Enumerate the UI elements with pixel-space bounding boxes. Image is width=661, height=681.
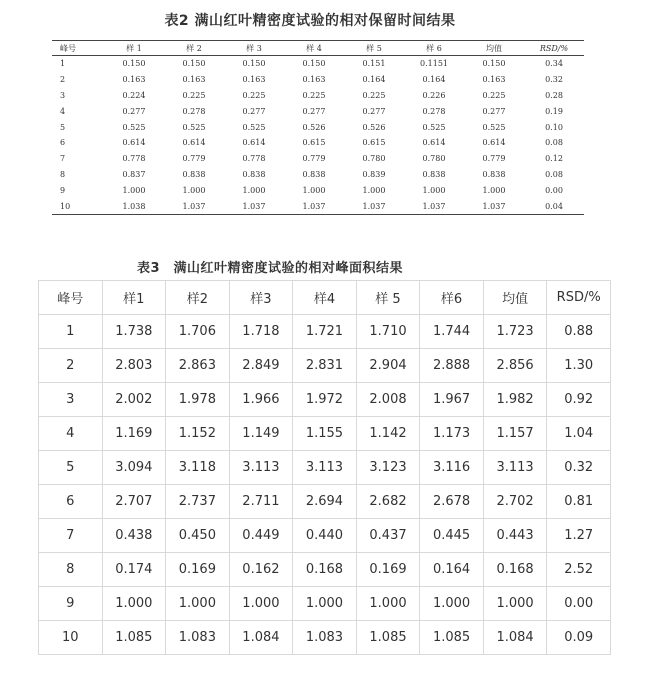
t3-table-cell: 1.083 <box>166 621 230 655</box>
t3-table-row <box>39 315 611 349</box>
t3-table-row <box>39 349 611 383</box>
t2-table-cell: 1.000 <box>242 185 266 195</box>
t3-table-cell: 0.162 <box>229 553 293 587</box>
t2-table-row <box>52 103 584 119</box>
t2-table-cell: 0.838 <box>482 169 506 179</box>
t3-table-cell: 0.81 <box>547 485 611 519</box>
t2-table-cell: 0.151 <box>362 59 386 69</box>
t3-header-cell: 样6 <box>420 281 484 315</box>
t2-table-cell: 0.779 <box>182 154 206 164</box>
t2-table-cell: 1.000 <box>422 185 446 195</box>
t2-table-cell: 4 <box>60 106 66 116</box>
t3-table-cell: 1.155 <box>293 417 357 451</box>
t2-header-cell: 样 6 <box>404 41 464 56</box>
t2-table-cell: 0.526 <box>302 122 326 132</box>
t3-table-row <box>39 383 611 417</box>
t2-header-cell: 样 2 <box>164 41 224 56</box>
t3-table-row <box>39 621 611 655</box>
t2-table-cell: 1.037 <box>404 198 464 214</box>
t3-table-cell: 1.083 <box>293 621 357 655</box>
t2-table-cell: 0.837 <box>122 169 146 179</box>
t2-table-cell: 10 <box>52 198 104 214</box>
t3-table-cell: 3.113 <box>293 451 357 485</box>
t3-table-cell: 3.118 <box>166 451 230 485</box>
t2-table-cell: 0.614 <box>122 138 146 148</box>
t2-table-cell: 1 <box>60 59 66 69</box>
table2-container <box>52 40 584 215</box>
t2-table-cell: 0.150 <box>302 59 326 69</box>
t3-table-cell: 1.978 <box>166 383 230 417</box>
t3-table-cell: 1.085 <box>356 621 420 655</box>
t3-table-cell: 1.723 <box>483 315 547 349</box>
t2-table-cell: 0.278 <box>182 106 206 116</box>
t3-table-cell: 1.744 <box>420 315 484 349</box>
t2-table-cell: 0.00 <box>545 185 563 195</box>
t3-table-cell: 1.738 <box>102 315 166 349</box>
t2-table-cell: 0.838 <box>422 169 446 179</box>
t3-table-cell: 1.27 <box>547 519 611 553</box>
t3-table-cell: 0.169 <box>166 553 230 587</box>
t2-table-cell: 0.34 <box>545 59 563 69</box>
relative-peak-area-table <box>38 280 611 655</box>
t3-table-cell: 1.084 <box>483 621 547 655</box>
t2-table-cell: 0.150 <box>242 59 266 69</box>
t3-table-row <box>39 417 611 451</box>
t3-table-cell: 0.169 <box>356 553 420 587</box>
table3-header-row <box>39 281 611 315</box>
t2-table-cell: 0.225 <box>242 90 266 100</box>
t2-table-cell: 0.838 <box>242 169 266 179</box>
t3-table-cell: 10 <box>39 621 103 655</box>
t3-table-cell: 7 <box>39 519 103 553</box>
t3-table-cell: 0.09 <box>547 621 611 655</box>
t2-table-cell: 7 <box>60 154 66 164</box>
t2-table-row <box>52 167 584 183</box>
t2-table-cell: 0.526 <box>362 122 386 132</box>
t2-table-cell: 0.277 <box>302 106 326 116</box>
t2-table-row <box>52 56 584 72</box>
t2-table-cell: 0.225 <box>482 90 506 100</box>
t2-table-cell: 0.225 <box>362 90 386 100</box>
t2-table-cell: 0.04 <box>524 198 584 214</box>
t3-table-cell: 0.438 <box>102 519 166 553</box>
t2-table-cell: 0.226 <box>422 90 446 100</box>
t3-table-cell: 2.831 <box>293 349 357 383</box>
t2-table-cell: 1.000 <box>122 185 146 195</box>
t2-table-cell: 0.614 <box>482 138 506 148</box>
t2-table-cell: 0.779 <box>302 154 326 164</box>
t3-table-cell: 3.113 <box>483 451 547 485</box>
t2-header-cell: 峰号 <box>52 41 104 56</box>
t2-table-cell: 0.780 <box>422 154 446 164</box>
t3-table-cell: 2 <box>39 349 103 383</box>
t2-table-row <box>52 119 584 135</box>
t3-table-cell: 1.982 <box>483 383 547 417</box>
t3-table-cell: 0.440 <box>293 519 357 553</box>
t3-table-cell: 3.113 <box>229 451 293 485</box>
t3-header-cell: 均值 <box>483 281 547 315</box>
t3-table-cell: 2.682 <box>356 485 420 519</box>
table3-container <box>38 280 611 655</box>
t2-header-cell: 样 4 <box>284 41 344 56</box>
t3-table-row <box>39 519 611 553</box>
t2-table-cell: 0.277 <box>362 106 386 116</box>
t2-table-cell: 8 <box>60 169 66 179</box>
t3-table-cell: 0.449 <box>229 519 293 553</box>
t2-header-cell: 样 1 <box>104 41 164 56</box>
t2-table-cell: 0.778 <box>242 154 266 164</box>
t2-table-cell: 0.525 <box>422 122 446 132</box>
t3-table-row <box>39 553 611 587</box>
t3-table-row <box>39 451 611 485</box>
t3-table-cell: 3.094 <box>102 451 166 485</box>
t2-table-cell: 0.150 <box>482 59 506 69</box>
t2-table-cell: 1.038 <box>104 198 164 214</box>
t2-table-cell: 0.32 <box>545 75 563 85</box>
t2-table-cell: 0.525 <box>182 122 206 132</box>
t3-table-cell: 4 <box>39 417 103 451</box>
t3-table-cell: 1.149 <box>229 417 293 451</box>
t3-table-cell: 0.92 <box>547 383 611 417</box>
t3-table-cell: 1.721 <box>293 315 357 349</box>
t2-table-cell: 0.150 <box>182 59 206 69</box>
t3-header-cell: RSD/% <box>547 281 611 315</box>
t2-table-cell: 0.278 <box>422 106 446 116</box>
t2-table-row <box>52 135 584 151</box>
t2-table-cell: 0.08 <box>545 138 563 148</box>
relative-retention-time-table <box>52 40 584 215</box>
t2-table-cell: 6 <box>60 138 66 148</box>
t3-table-cell: 2.856 <box>483 349 547 383</box>
t2-table-cell: 0.150 <box>122 59 146 69</box>
t3-table-cell: 1.710 <box>356 315 420 349</box>
t3-table-cell: 1.000 <box>356 587 420 621</box>
t3-header-cell: 样3 <box>229 281 293 315</box>
t2-table-cell: 0.163 <box>182 75 206 85</box>
t3-table-cell: 1.152 <box>166 417 230 451</box>
t3-table-cell: 0.443 <box>483 519 547 553</box>
t3-table-cell: 1.000 <box>293 587 357 621</box>
t3-table-cell: 1.084 <box>229 621 293 655</box>
table3-body <box>39 315 611 655</box>
t3-table-cell: 1.04 <box>547 417 611 451</box>
t3-table-cell: 1.967 <box>420 383 484 417</box>
t3-table-cell: 0.00 <box>547 587 611 621</box>
t2-table-cell: 1.000 <box>182 185 206 195</box>
t2-header-cell: 均值 <box>464 41 524 56</box>
t2-table-cell: 0.614 <box>242 138 266 148</box>
t2-table-row <box>52 72 584 88</box>
t2-table-cell: 0.164 <box>362 75 386 85</box>
t3-table-cell: 1 <box>39 315 103 349</box>
t2-table-row <box>52 88 584 104</box>
t3-table-cell: 2.702 <box>483 485 547 519</box>
t2-table-cell: 0.838 <box>302 169 326 179</box>
t3-table-cell: 1.000 <box>229 587 293 621</box>
t3-table-cell: 2.008 <box>356 383 420 417</box>
t2-table-cell: 0.12 <box>545 154 563 164</box>
t3-table-cell: 0.32 <box>547 451 611 485</box>
t2-table-cell: 0.224 <box>122 90 146 100</box>
t2-table-row <box>52 198 584 214</box>
t2-table-cell: 0.277 <box>482 106 506 116</box>
t3-table-cell: 1.142 <box>356 417 420 451</box>
t3-table-cell: 1.085 <box>420 621 484 655</box>
t3-table-cell: 1.085 <box>102 621 166 655</box>
t3-table-cell: 2.904 <box>356 349 420 383</box>
t2-table-cell: 0.525 <box>482 122 506 132</box>
t2-table-cell: 0.1151 <box>420 59 448 69</box>
t2-table-cell: 0.277 <box>242 106 266 116</box>
t2-table-cell: 0.10 <box>545 122 563 132</box>
t3-table-row <box>39 587 611 621</box>
t3-table-cell: 0.174 <box>102 553 166 587</box>
t3-table-cell: 2.707 <box>102 485 166 519</box>
t2-table-cell: 1.037 <box>284 198 344 214</box>
t2-table-cell: 1.037 <box>164 198 224 214</box>
t3-table-cell: 6 <box>39 485 103 519</box>
table2-header-row <box>52 41 584 56</box>
t3-table-cell: 2.888 <box>420 349 484 383</box>
t2-table-cell: 0.163 <box>482 75 506 85</box>
t3-table-cell: 5 <box>39 451 103 485</box>
t2-table-cell: 0.163 <box>122 75 146 85</box>
t2-table-cell: 0.277 <box>122 106 146 116</box>
t3-table-cell: 0.88 <box>547 315 611 349</box>
t3-table-cell: 1.000 <box>166 587 230 621</box>
t3-table-cell: 2.863 <box>166 349 230 383</box>
t2-table-cell: 0.778 <box>122 154 146 164</box>
t3-header-cell: 峰号 <box>39 281 103 315</box>
t2-table-cell: 0.614 <box>422 138 446 148</box>
t3-table-cell: 0.450 <box>166 519 230 553</box>
t2-table-cell: 0.225 <box>302 90 326 100</box>
t2-header-cell: 样 3 <box>224 41 284 56</box>
t3-table-cell: 1.173 <box>420 417 484 451</box>
t2-table-cell: 0.614 <box>182 138 206 148</box>
t2-table-cell: 0.525 <box>242 122 266 132</box>
t2-table-cell: 1.037 <box>224 198 284 214</box>
t3-header-cell: 样1 <box>102 281 166 315</box>
t3-table-cell: 3.116 <box>420 451 484 485</box>
t3-table-cell: 0.168 <box>293 553 357 587</box>
t3-table-cell: 0.445 <box>420 519 484 553</box>
t2-table-cell: 0.838 <box>182 169 206 179</box>
table2-body <box>52 56 584 215</box>
t2-table-cell: 9 <box>60 185 66 195</box>
t3-header-cell: 样2 <box>166 281 230 315</box>
table3-title: 表3 满山红叶精密度试验的相对峰面积结果 <box>136 261 404 276</box>
t2-table-cell: 0.08 <box>545 169 563 179</box>
t2-table-cell: 1.000 <box>362 185 386 195</box>
t3-table-cell: 8 <box>39 553 103 587</box>
t3-table-cell: 2.678 <box>420 485 484 519</box>
t2-table-row <box>52 182 584 198</box>
t3-table-cell: 0.164 <box>420 553 484 587</box>
t3-table-cell: 3 <box>39 383 103 417</box>
t2-table-cell: 0.225 <box>182 90 206 100</box>
t2-table-cell: 1.000 <box>482 185 506 195</box>
t2-table-cell: 1.037 <box>464 198 524 214</box>
t3-table-cell: 2.52 <box>547 553 611 587</box>
t3-table-cell: 2.711 <box>229 485 293 519</box>
t3-table-cell: 1.966 <box>229 383 293 417</box>
table2-title: 表2 满山红叶精密度试验的相对保留时间结果 <box>164 13 456 29</box>
t2-table-cell: 0.779 <box>482 154 506 164</box>
t2-table-cell: 5 <box>60 122 66 132</box>
t3-table-cell: 1.972 <box>293 383 357 417</box>
t3-header-cell: 样 5 <box>356 281 420 315</box>
t2-table-cell: 1.037 <box>344 198 404 214</box>
t3-table-cell: 2.849 <box>229 349 293 383</box>
t2-table-cell: 0.780 <box>362 154 386 164</box>
t2-table-cell: 0.19 <box>545 106 563 116</box>
t3-table-cell: 1.718 <box>229 315 293 349</box>
t3-table-cell: 1.30 <box>547 349 611 383</box>
t2-table-cell: 0.839 <box>362 169 386 179</box>
t3-table-cell: 2.737 <box>166 485 230 519</box>
t3-table-cell: 2.803 <box>102 349 166 383</box>
t3-table-cell: 0.437 <box>356 519 420 553</box>
t2-table-cell: 0.525 <box>122 122 146 132</box>
t3-header-cell: 样4 <box>293 281 357 315</box>
t2-table-cell: 2 <box>60 75 66 85</box>
t2-header-cell: RSD/% <box>524 41 584 56</box>
t3-table-cell: 1.000 <box>102 587 166 621</box>
t2-table-cell: 1.000 <box>302 185 326 195</box>
t3-table-cell: 2.694 <box>293 485 357 519</box>
t3-table-cell: 1.169 <box>102 417 166 451</box>
t2-table-cell: 0.163 <box>302 75 326 85</box>
t3-table-cell: 1.000 <box>483 587 547 621</box>
t3-table-cell: 2.002 <box>102 383 166 417</box>
t3-table-cell: 3.123 <box>356 451 420 485</box>
t3-table-cell: 0.168 <box>483 553 547 587</box>
t2-table-cell: 0.164 <box>422 75 446 85</box>
t3-table-cell: 1.706 <box>166 315 230 349</box>
t2-table-row <box>52 151 584 167</box>
t3-table-cell: 1.000 <box>420 587 484 621</box>
t2-table-cell: 0.163 <box>242 75 266 85</box>
t2-table-cell: 3 <box>60 90 66 100</box>
t2-table-cell: 0.615 <box>362 138 386 148</box>
t2-table-cell: 0.615 <box>302 138 326 148</box>
t3-table-cell: 9 <box>39 587 103 621</box>
t3-table-cell: 1.157 <box>483 417 547 451</box>
t2-header-cell: 样 5 <box>344 41 404 56</box>
t2-table-cell: 0.28 <box>545 90 563 100</box>
t3-table-row <box>39 485 611 519</box>
